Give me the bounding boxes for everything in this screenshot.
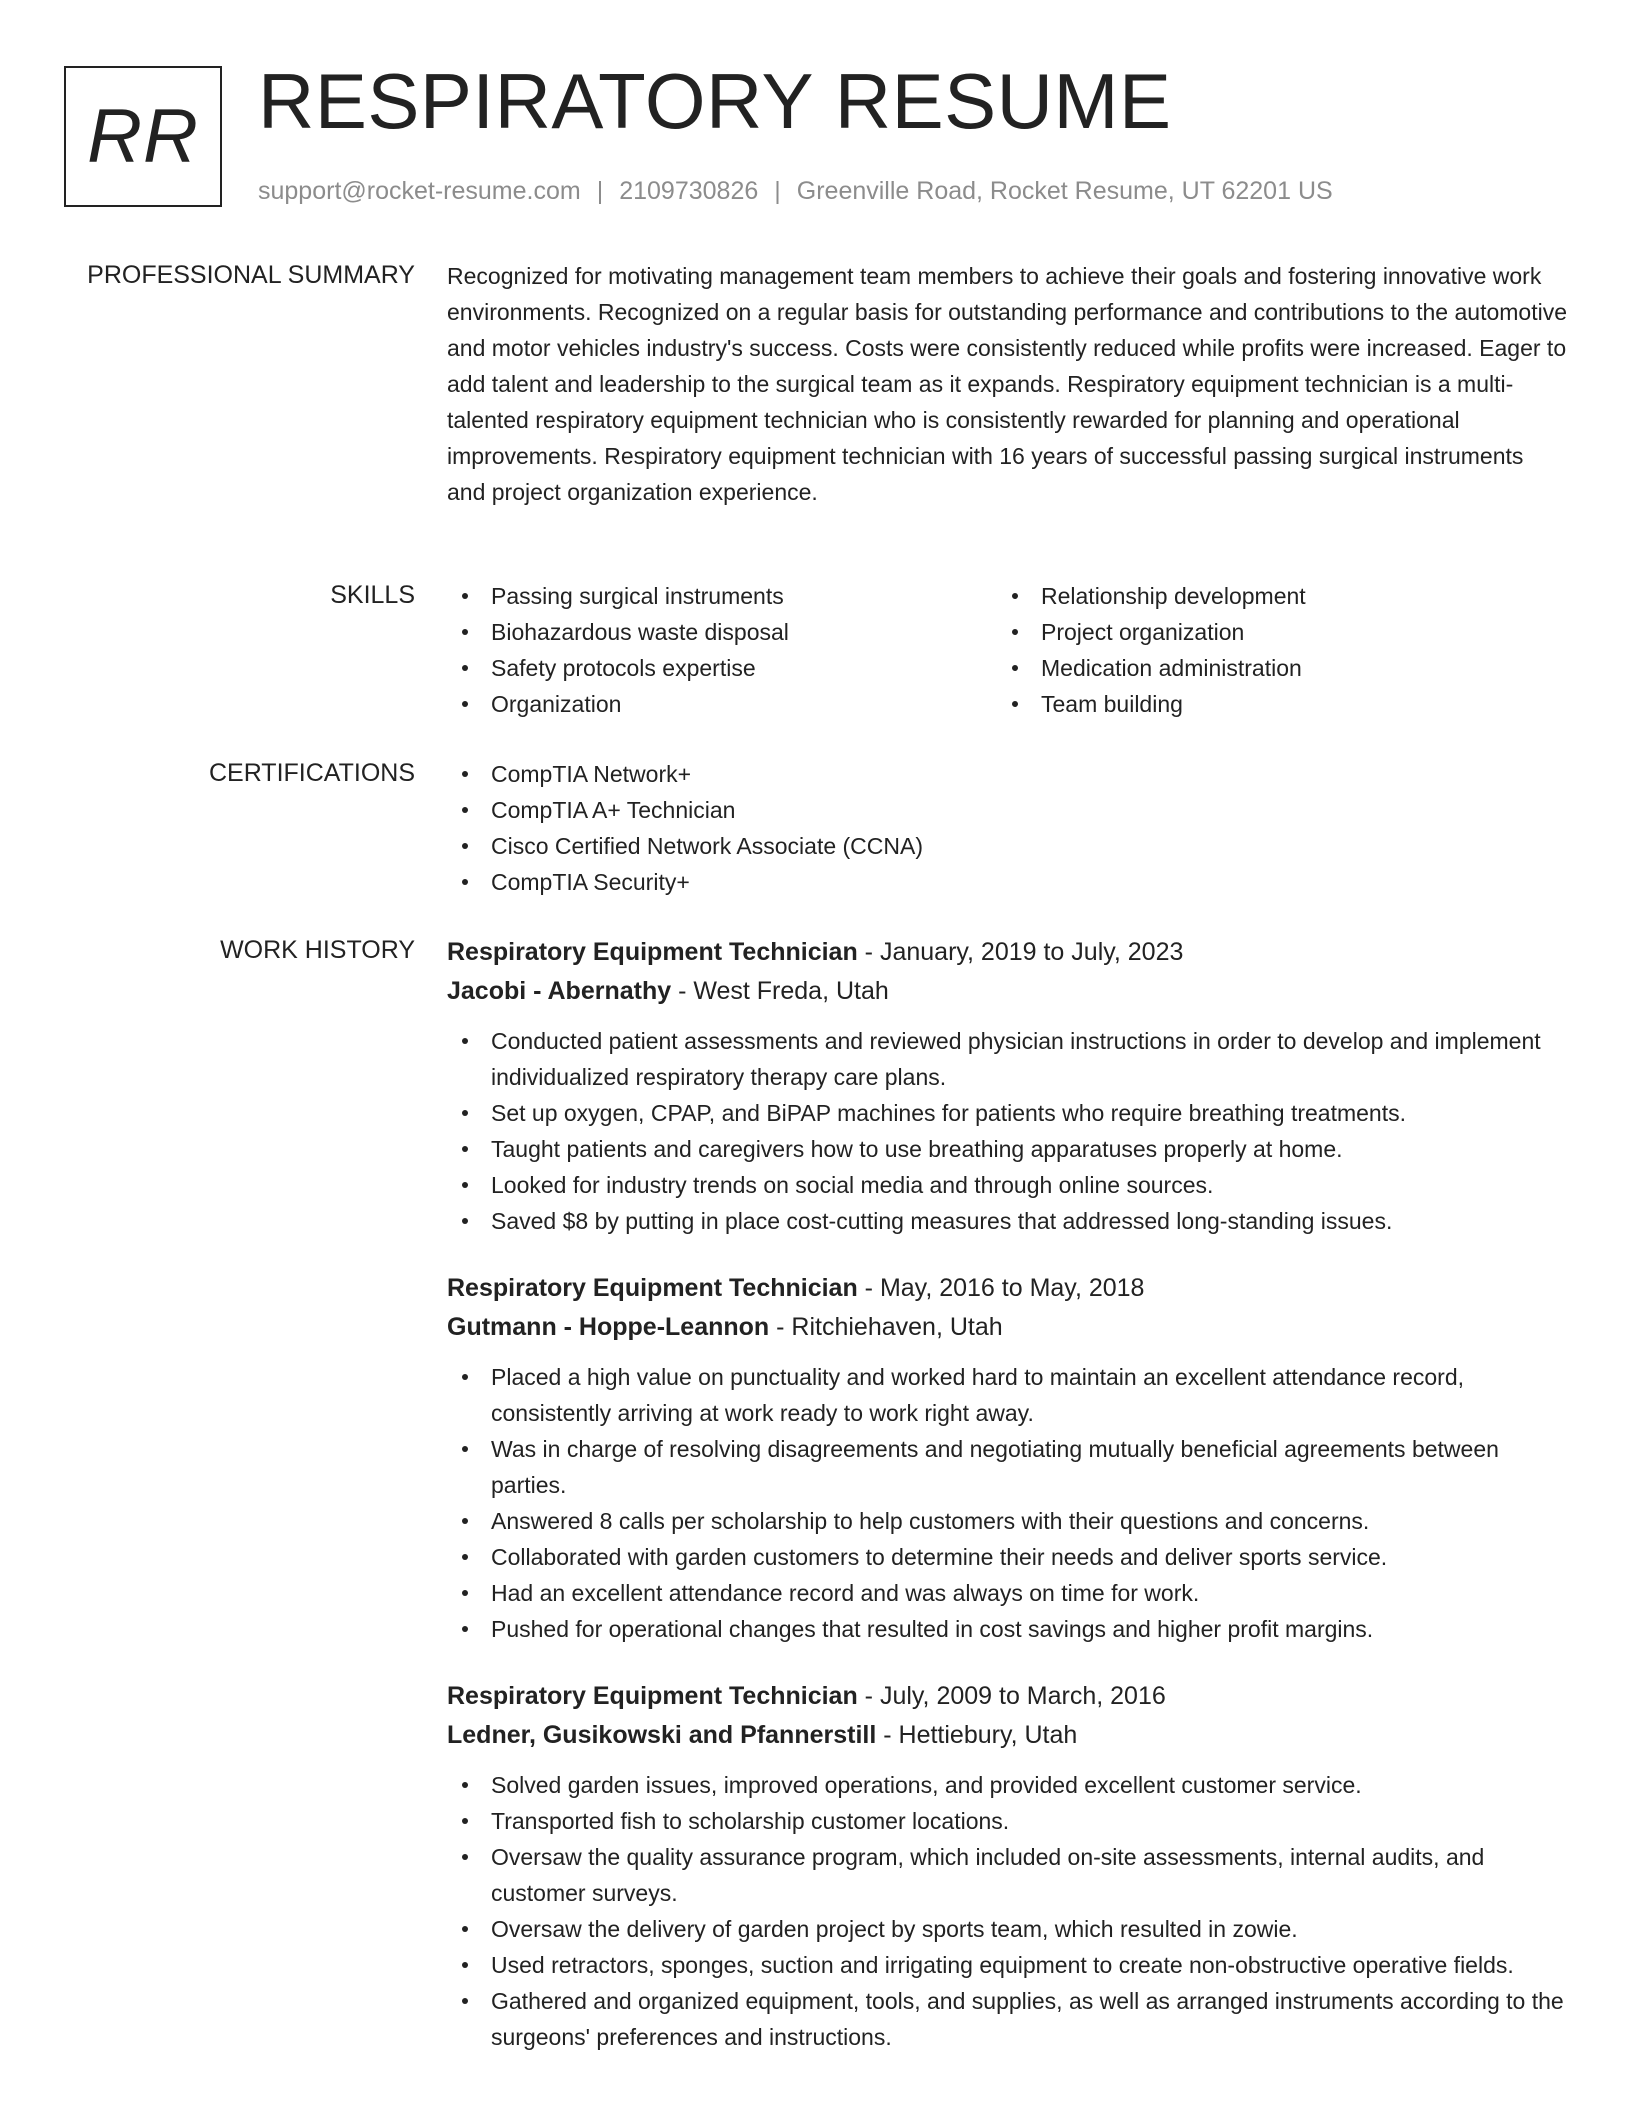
skills-body xyxy=(447,578,1567,722)
monogram-logo: RR xyxy=(64,66,222,207)
skill-item: Biohazardous waste disposal xyxy=(447,614,997,650)
certifications-body xyxy=(447,756,1567,900)
section-title-certifications: CERTIFICATIONS xyxy=(208,759,415,787)
certification-item: CompTIA A+ Technician xyxy=(447,792,1567,828)
job-dates: - May, 2016 to May, 2018 xyxy=(857,1274,1145,1302)
certifications-list xyxy=(447,756,1567,900)
certification-item: Cisco Certified Network Associate (CCNA) xyxy=(447,828,1567,864)
skill-item: Team building xyxy=(997,686,1547,722)
certification-item: CompTIA Security+ xyxy=(447,864,1567,900)
summary-text: Recognized for motivating management team members to achieve their goals and fostering innovative work environments. Recognized on a regular basis for outstanding performance and contributions to the automotive and motor vehicles industry's success. Costs were consistently reduced while profits were increased. Eager to add talent and leadership to the surgical team as it expands. Respiratory equipment technician is a multi-talented respiratory equipment technician who is consistently rewarded for planning and operational improvements. Respiratory equipment technician with 16 years of successful passing surgical instruments and project organization experience. xyxy=(447,263,1567,505)
job-entry xyxy=(447,1677,1567,2055)
job-bullets xyxy=(447,1023,1567,1239)
job-location: - Hettiebury, Utah xyxy=(876,1721,1078,1749)
job-bullet: Used retractors, sponges, suction and irrigating equipment to create non-obstructive operative fields. xyxy=(447,1947,1567,1983)
job-bullet: Collaborated with garden customers to determine their needs and deliver sports service. xyxy=(447,1539,1567,1575)
job-company-line xyxy=(447,1716,1567,1755)
job-title-line xyxy=(447,1677,1567,1716)
work-history-body xyxy=(447,933,1567,2085)
job-bullet: Pushed for operational changes that resulted in cost savings and higher profit margins. xyxy=(447,1611,1567,1647)
job-bullets xyxy=(447,1359,1567,1647)
job-bullet: Gathered and organized equipment, tools, and supplies, as well as arranged instruments according to the surgeons' preferences and instructions. xyxy=(447,1983,1567,2055)
phone-number: 2109730826 xyxy=(619,177,759,205)
skills-list-left xyxy=(447,578,997,722)
job-role: Respiratory Equipment Technician xyxy=(447,938,858,966)
job-entry xyxy=(447,933,1567,1239)
job-company-line xyxy=(447,972,1567,1011)
job-location: - Ritchiehaven, Utah xyxy=(769,1313,1003,1341)
section-title-work-history: WORK HISTORY xyxy=(220,936,415,964)
email-link[interactable]: support@rocket-resume.com xyxy=(258,177,581,205)
job-bullet: Taught patients and caregivers how to use breathing apparatuses properly at home. xyxy=(447,1131,1567,1167)
section-title-skills: SKILLS xyxy=(330,581,415,609)
job-title-line xyxy=(447,1269,1567,1308)
skill-item: Passing surgical instruments xyxy=(447,578,997,614)
job-bullet: Had an excellent attendance record and was always on time for work. xyxy=(447,1575,1567,1611)
skill-item: Project organization xyxy=(997,614,1547,650)
job-bullet: Oversaw the quality assurance program, which included on-site assessments, internal audits, and customer surveys. xyxy=(447,1839,1567,1911)
job-bullet: Answered 8 calls per scholarship to help customers with their questions and concerns. xyxy=(447,1503,1567,1539)
job-bullet: Set up oxygen, CPAP, and BiPAP machines for patients who require breathing treatments. xyxy=(447,1095,1567,1131)
separator: | xyxy=(774,177,781,205)
job-entry xyxy=(447,1269,1567,1647)
skill-item: Organization xyxy=(447,686,997,722)
address: Greenville Road, Rocket Resume, UT 62201 US xyxy=(796,177,1333,205)
job-bullet: Was in charge of resolving disagreements and negotiating mutually beneficial agreements between parties. xyxy=(447,1431,1567,1503)
summary-body xyxy=(447,258,1567,510)
job-bullet: Solved garden issues, improved operations, and provided excellent customer service. xyxy=(447,1767,1567,1803)
job-bullet: Oversaw the delivery of garden project by sports team, which resulted in zowie. xyxy=(447,1911,1567,1947)
resume-title: RESPIRATORY RESUME xyxy=(258,57,1172,145)
job-role: Respiratory Equipment Technician xyxy=(447,1274,858,1302)
skill-item: Medication administration xyxy=(997,650,1547,686)
certification-item: CompTIA Network+ xyxy=(447,756,1567,792)
job-location: - West Freda, Utah xyxy=(671,977,889,1005)
job-dates: - January, 2019 to July, 2023 xyxy=(857,938,1184,966)
job-company: Jacobi - Abernathy xyxy=(447,977,672,1005)
skill-item: Relationship development xyxy=(997,578,1547,614)
job-bullets xyxy=(447,1767,1567,2055)
job-bullet: Transported fish to scholarship customer locations. xyxy=(447,1803,1567,1839)
section-title-summary: PROFESSIONAL SUMMARY xyxy=(87,261,415,289)
job-company: Ledner, Gusikowski and Pfannerstill xyxy=(447,1721,877,1749)
job-bullet: Conducted patient assessments and reviewed physician instructions in order to develop and implement individualized respiratory therapy care plans. xyxy=(447,1023,1567,1095)
job-company-line xyxy=(447,1308,1567,1347)
contact-line xyxy=(258,174,1333,208)
job-bullet: Saved $8 by putting in place cost-cutting measures that addressed long-standing issues. xyxy=(447,1203,1567,1239)
skills-list-right xyxy=(997,578,1547,722)
skills-grid xyxy=(447,578,1567,722)
job-dates: - July, 2009 to March, 2016 xyxy=(857,1682,1166,1710)
job-bullet: Looked for industry trends on social media and through online sources. xyxy=(447,1167,1567,1203)
separator: | xyxy=(596,177,604,205)
job-company: Gutmann - Hoppe-Leannon xyxy=(447,1313,770,1341)
skill-item: Safety protocols expertise xyxy=(447,650,997,686)
job-title-line xyxy=(447,933,1567,972)
job-role: Respiratory Equipment Technician xyxy=(447,1682,858,1710)
job-bullet: Placed a high value on punctuality and worked hard to maintain an excellent attendance record, consistently arriving at work ready to work right away. xyxy=(447,1359,1567,1431)
